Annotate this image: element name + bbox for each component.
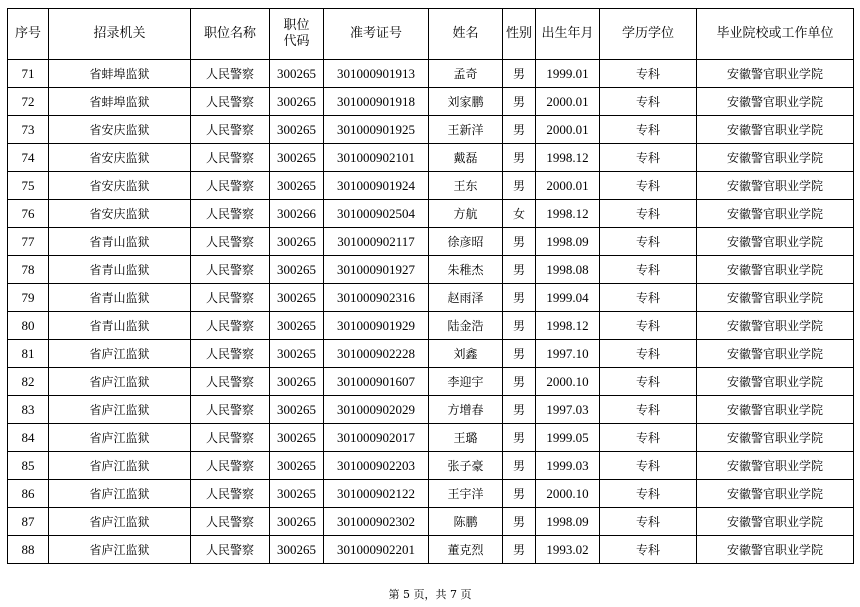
cell-name: 孟奇 bbox=[429, 60, 503, 88]
cell-edu: 专科 bbox=[600, 284, 697, 312]
cell-gender: 男 bbox=[503, 88, 536, 116]
cell-gender: 男 bbox=[503, 452, 536, 480]
cell-edu: 专科 bbox=[600, 480, 697, 508]
cell-agency: 省庐江监狱 bbox=[49, 480, 191, 508]
cell-code: 300265 bbox=[270, 88, 324, 116]
cell-school: 安徽警官职业学院 bbox=[697, 200, 854, 228]
cell-ticket: 301000902117 bbox=[324, 228, 429, 256]
table-row bbox=[8, 88, 854, 116]
cell-gender: 男 bbox=[503, 508, 536, 536]
table-row bbox=[8, 60, 854, 88]
cell-ticket: 301000902316 bbox=[324, 284, 429, 312]
cell-code: 300265 bbox=[270, 172, 324, 200]
table-body bbox=[8, 60, 854, 564]
header-name: 姓名 bbox=[429, 9, 503, 60]
cell-school: 安徽警官职业学院 bbox=[697, 452, 854, 480]
cell-seq: 73 bbox=[8, 116, 49, 144]
cell-birth: 1999.04 bbox=[536, 284, 600, 312]
cell-gender: 男 bbox=[503, 312, 536, 340]
cell-ticket: 301000902302 bbox=[324, 508, 429, 536]
cell-ticket: 301000901918 bbox=[324, 88, 429, 116]
cell-gender: 男 bbox=[503, 396, 536, 424]
cell-school: 安徽警官职业学院 bbox=[697, 340, 854, 368]
cell-ticket: 301000901929 bbox=[324, 312, 429, 340]
cell-agency: 省青山监狱 bbox=[49, 284, 191, 312]
cell-seq: 76 bbox=[8, 200, 49, 228]
cell-name: 李迎宇 bbox=[429, 368, 503, 396]
candidate-table bbox=[7, 8, 854, 564]
table-row bbox=[8, 144, 854, 172]
cell-school: 安徽警官职业学院 bbox=[697, 396, 854, 424]
table-row bbox=[8, 480, 854, 508]
header-seq: 序号 bbox=[8, 9, 49, 60]
cell-edu: 专科 bbox=[600, 340, 697, 368]
cell-name: 王新洋 bbox=[429, 116, 503, 144]
cell-code: 300265 bbox=[270, 116, 324, 144]
cell-seq: 75 bbox=[8, 172, 49, 200]
cell-agency: 省青山监狱 bbox=[49, 312, 191, 340]
cell-position: 人民警察 bbox=[191, 116, 270, 144]
table-header-row bbox=[8, 9, 854, 60]
cell-seq: 78 bbox=[8, 256, 49, 284]
cell-position: 人民警察 bbox=[191, 144, 270, 172]
cell-code: 300265 bbox=[270, 508, 324, 536]
header-gender: 性别 bbox=[503, 9, 536, 60]
header-birth: 出生年月 bbox=[536, 9, 600, 60]
cell-position: 人民警察 bbox=[191, 256, 270, 284]
cell-agency: 省庐江监狱 bbox=[49, 340, 191, 368]
cell-gender: 女 bbox=[503, 200, 536, 228]
cell-ticket: 301000901913 bbox=[324, 60, 429, 88]
cell-code: 300265 bbox=[270, 312, 324, 340]
header-ticket: 准考证号 bbox=[324, 9, 429, 60]
cell-gender: 男 bbox=[503, 256, 536, 284]
cell-position: 人民警察 bbox=[191, 284, 270, 312]
cell-gender: 男 bbox=[503, 284, 536, 312]
cell-code: 300265 bbox=[270, 396, 324, 424]
cell-seq: 79 bbox=[8, 284, 49, 312]
cell-birth: 1998.09 bbox=[536, 228, 600, 256]
cell-agency: 省庐江监狱 bbox=[49, 452, 191, 480]
cell-seq: 84 bbox=[8, 424, 49, 452]
cell-school: 安徽警官职业学院 bbox=[697, 172, 854, 200]
cell-seq: 88 bbox=[8, 536, 49, 564]
cell-birth: 2000.01 bbox=[536, 116, 600, 144]
header-position: 职位名称 bbox=[191, 9, 270, 60]
cell-agency: 省安庆监狱 bbox=[49, 200, 191, 228]
cell-position: 人民警察 bbox=[191, 536, 270, 564]
cell-edu: 专科 bbox=[600, 452, 697, 480]
cell-edu: 专科 bbox=[600, 508, 697, 536]
cell-agency: 省庐江监狱 bbox=[49, 424, 191, 452]
cell-birth: 1999.03 bbox=[536, 452, 600, 480]
cell-seq: 80 bbox=[8, 312, 49, 340]
cell-seq: 86 bbox=[8, 480, 49, 508]
cell-ticket: 301000902017 bbox=[324, 424, 429, 452]
table-row bbox=[8, 256, 854, 284]
cell-name: 戴磊 bbox=[429, 144, 503, 172]
table-row bbox=[8, 172, 854, 200]
table-row bbox=[8, 200, 854, 228]
cell-code: 300265 bbox=[270, 256, 324, 284]
cell-gender: 男 bbox=[503, 228, 536, 256]
cell-agency: 省庐江监狱 bbox=[49, 368, 191, 396]
cell-name: 董克烈 bbox=[429, 536, 503, 564]
cell-name: 赵雨泽 bbox=[429, 284, 503, 312]
cell-school: 安徽警官职业学院 bbox=[697, 536, 854, 564]
cell-code: 300265 bbox=[270, 60, 324, 88]
cell-edu: 专科 bbox=[600, 312, 697, 340]
table-row bbox=[8, 368, 854, 396]
cell-code: 300265 bbox=[270, 340, 324, 368]
cell-birth: 2000.10 bbox=[536, 480, 600, 508]
cell-agency: 省青山监狱 bbox=[49, 256, 191, 284]
cell-agency: 省庐江监狱 bbox=[49, 508, 191, 536]
cell-gender: 男 bbox=[503, 368, 536, 396]
cell-seq: 71 bbox=[8, 60, 49, 88]
cell-code: 300266 bbox=[270, 200, 324, 228]
table-row bbox=[8, 116, 854, 144]
cell-edu: 专科 bbox=[600, 116, 697, 144]
cell-name: 方航 bbox=[429, 200, 503, 228]
cell-birth: 1998.12 bbox=[536, 200, 600, 228]
cell-name: 张子豪 bbox=[429, 452, 503, 480]
header-agency: 招录机关 bbox=[49, 9, 191, 60]
table-row bbox=[8, 340, 854, 368]
cell-name: 徐彦昭 bbox=[429, 228, 503, 256]
cell-agency: 省安庆监狱 bbox=[49, 172, 191, 200]
cell-agency: 省安庆监狱 bbox=[49, 116, 191, 144]
cell-school: 安徽警官职业学院 bbox=[697, 228, 854, 256]
cell-name: 王东 bbox=[429, 172, 503, 200]
cell-birth: 2000.10 bbox=[536, 368, 600, 396]
cell-edu: 专科 bbox=[600, 200, 697, 228]
cell-code: 300265 bbox=[270, 284, 324, 312]
cell-position: 人民警察 bbox=[191, 396, 270, 424]
cell-school: 安徽警官职业学院 bbox=[697, 480, 854, 508]
cell-ticket: 301000901925 bbox=[324, 116, 429, 144]
cell-seq: 77 bbox=[8, 228, 49, 256]
cell-edu: 专科 bbox=[600, 144, 697, 172]
cell-position: 人民警察 bbox=[191, 60, 270, 88]
cell-position: 人民警察 bbox=[191, 368, 270, 396]
cell-birth: 1997.03 bbox=[536, 396, 600, 424]
cell-school: 安徽警官职业学院 bbox=[697, 424, 854, 452]
cell-name: 刘家鹏 bbox=[429, 88, 503, 116]
cell-seq: 74 bbox=[8, 144, 49, 172]
cell-edu: 专科 bbox=[600, 536, 697, 564]
cell-code: 300265 bbox=[270, 144, 324, 172]
cell-birth: 1998.08 bbox=[536, 256, 600, 284]
cell-edu: 专科 bbox=[600, 368, 697, 396]
cell-ticket: 301000901924 bbox=[324, 172, 429, 200]
cell-position: 人民警察 bbox=[191, 200, 270, 228]
header-code bbox=[270, 9, 324, 60]
cell-name: 陈鹏 bbox=[429, 508, 503, 536]
cell-school: 安徽警官职业学院 bbox=[697, 60, 854, 88]
cell-seq: 87 bbox=[8, 508, 49, 536]
cell-gender: 男 bbox=[503, 116, 536, 144]
cell-school: 安徽警官职业学院 bbox=[697, 284, 854, 312]
cell-code: 300265 bbox=[270, 480, 324, 508]
cell-agency: 省蚌埠监狱 bbox=[49, 88, 191, 116]
cell-seq: 83 bbox=[8, 396, 49, 424]
cell-position: 人民警察 bbox=[191, 88, 270, 116]
cell-birth: 2000.01 bbox=[536, 172, 600, 200]
cell-birth: 2000.01 bbox=[536, 88, 600, 116]
cell-code: 300265 bbox=[270, 536, 324, 564]
cell-ticket: 301000901607 bbox=[324, 368, 429, 396]
cell-position: 人民警察 bbox=[191, 452, 270, 480]
cell-school: 安徽警官职业学院 bbox=[697, 312, 854, 340]
table-row bbox=[8, 452, 854, 480]
cell-seq: 82 bbox=[8, 368, 49, 396]
cell-name: 刘鑫 bbox=[429, 340, 503, 368]
cell-agency: 省庐江监狱 bbox=[49, 396, 191, 424]
cell-gender: 男 bbox=[503, 60, 536, 88]
cell-gender: 男 bbox=[503, 480, 536, 508]
header-code-line2: 代码 bbox=[283, 34, 310, 49]
cell-edu: 专科 bbox=[600, 228, 697, 256]
cell-birth: 1999.01 bbox=[536, 60, 600, 88]
cell-ticket: 301000902101 bbox=[324, 144, 429, 172]
cell-school: 安徽警官职业学院 bbox=[697, 508, 854, 536]
cell-code: 300265 bbox=[270, 424, 324, 452]
cell-name: 王宇洋 bbox=[429, 480, 503, 508]
cell-gender: 男 bbox=[503, 172, 536, 200]
table-row bbox=[8, 536, 854, 564]
cell-edu: 专科 bbox=[600, 88, 697, 116]
cell-edu: 专科 bbox=[600, 172, 697, 200]
table-row bbox=[8, 396, 854, 424]
cell-ticket: 301000902122 bbox=[324, 480, 429, 508]
cell-code: 300265 bbox=[270, 228, 324, 256]
table-row bbox=[8, 424, 854, 452]
cell-edu: 专科 bbox=[600, 396, 697, 424]
cell-ticket: 301000902203 bbox=[324, 452, 429, 480]
cell-birth: 1997.10 bbox=[536, 340, 600, 368]
cell-birth: 1993.02 bbox=[536, 536, 600, 564]
cell-position: 人民警察 bbox=[191, 508, 270, 536]
cell-position: 人民警察 bbox=[191, 228, 270, 256]
cell-position: 人民警察 bbox=[191, 172, 270, 200]
cell-school: 安徽警官职业学院 bbox=[697, 368, 854, 396]
table-row bbox=[8, 228, 854, 256]
cell-edu: 专科 bbox=[600, 256, 697, 284]
cell-gender: 男 bbox=[503, 340, 536, 368]
cell-code: 300265 bbox=[270, 368, 324, 396]
cell-birth: 1998.09 bbox=[536, 508, 600, 536]
cell-ticket: 301000902201 bbox=[324, 536, 429, 564]
cell-name: 王璐 bbox=[429, 424, 503, 452]
cell-name: 陆金浩 bbox=[429, 312, 503, 340]
cell-birth: 1999.05 bbox=[536, 424, 600, 452]
cell-seq: 85 bbox=[8, 452, 49, 480]
cell-gender: 男 bbox=[503, 144, 536, 172]
header-school: 毕业院校或工作单位 bbox=[697, 9, 854, 60]
cell-ticket: 301000902228 bbox=[324, 340, 429, 368]
cell-name: 朱稚杰 bbox=[429, 256, 503, 284]
cell-position: 人民警察 bbox=[191, 312, 270, 340]
table-row bbox=[8, 508, 854, 536]
cell-school: 安徽警官职业学院 bbox=[697, 256, 854, 284]
cell-agency: 省安庆监狱 bbox=[49, 144, 191, 172]
cell-gender: 男 bbox=[503, 424, 536, 452]
cell-position: 人民警察 bbox=[191, 424, 270, 452]
header-edu: 学历学位 bbox=[600, 9, 697, 60]
cell-code: 300265 bbox=[270, 452, 324, 480]
cell-ticket: 301000902029 bbox=[324, 396, 429, 424]
cell-school: 安徽警官职业学院 bbox=[697, 144, 854, 172]
cell-school: 安徽警官职业学院 bbox=[697, 88, 854, 116]
cell-seq: 81 bbox=[8, 340, 49, 368]
header-code-line1: 职位 bbox=[283, 18, 310, 33]
cell-agency: 省蚌埠监狱 bbox=[49, 60, 191, 88]
cell-birth: 1998.12 bbox=[536, 312, 600, 340]
cell-edu: 专科 bbox=[600, 60, 697, 88]
table-row bbox=[8, 312, 854, 340]
cell-ticket: 301000902504 bbox=[324, 200, 429, 228]
cell-seq: 72 bbox=[8, 88, 49, 116]
cell-ticket: 301000901927 bbox=[324, 256, 429, 284]
cell-position: 人民警察 bbox=[191, 480, 270, 508]
cell-school: 安徽警官职业学院 bbox=[697, 116, 854, 144]
cell-name: 方增春 bbox=[429, 396, 503, 424]
cell-agency: 省庐江监狱 bbox=[49, 536, 191, 564]
cell-agency: 省青山监狱 bbox=[49, 228, 191, 256]
cell-gender: 男 bbox=[503, 536, 536, 564]
cell-position: 人民警察 bbox=[191, 340, 270, 368]
table-row bbox=[8, 284, 854, 312]
cell-edu: 专科 bbox=[600, 424, 697, 452]
cell-birth: 1998.12 bbox=[536, 144, 600, 172]
page-number: 第 5 页，共 7 页 bbox=[388, 588, 472, 601]
